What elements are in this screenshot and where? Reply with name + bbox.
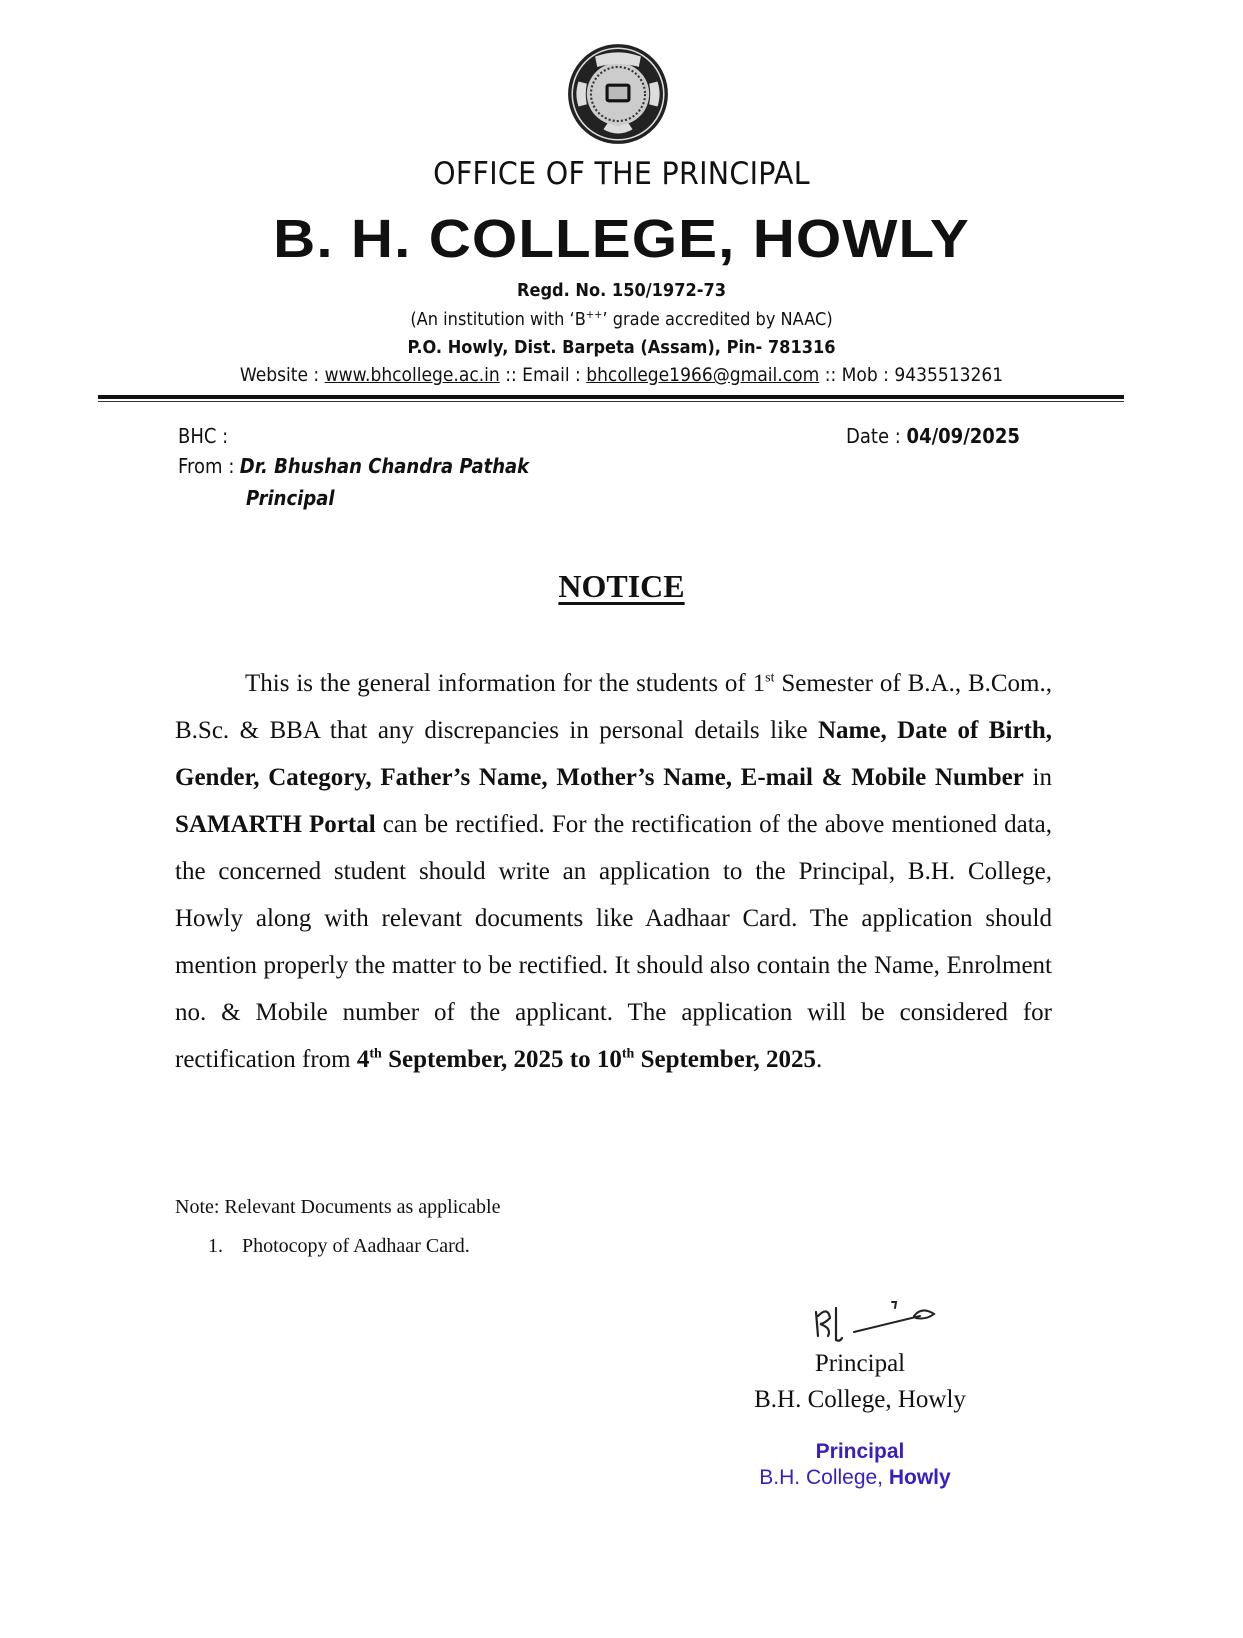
note-label: Note: Relevant Documents as applicable: [175, 1196, 501, 1218]
header-divider: [98, 395, 1124, 399]
date-line: [846, 424, 1020, 448]
naac-accreditation: [62, 308, 1181, 330]
text-run: .: [816, 1046, 823, 1073]
office-heading: OFFICE OF THE PRINCIPAL: [433, 156, 810, 192]
stamp-title: Principal: [815, 1440, 905, 1463]
from-line: [178, 454, 529, 478]
signatory-org: B.H. College, Howly: [754, 1386, 966, 1413]
from-name: Dr. Bhushan Chandra Pathak: [239, 454, 530, 478]
stamp-org: [740, 1466, 970, 1490]
stamp-org-bold: Howly: [888, 1466, 951, 1489]
college-seal-icon: [566, 42, 670, 146]
header-divider-thin: [98, 401, 1124, 402]
naac-grade-sup: ++: [585, 308, 603, 321]
website-link[interactable]: www.bhcollege.ac.in: [324, 364, 500, 386]
text-run: Semester of B.A., B.Com., B.Sc. & BBA that any discrepancies in personal details like: [175, 670, 1052, 744]
from-title: Principal: [246, 486, 335, 510]
mobile-number: 9435513261: [894, 364, 1004, 386]
signature-icon: [810, 1298, 950, 1348]
date-value: 04/09/2025: [906, 424, 1020, 448]
date-range-text: September, 2025 to 10: [381, 1046, 622, 1073]
bold-fields: Name, Date of Birth, Gender, Category, Father’s Name, Mother’s Name, E-mail & Mobile Number: [175, 717, 1052, 791]
registration-number: Regd. No. 150/1972-73: [516, 280, 727, 301]
signatory-title: Principal: [814, 1350, 906, 1377]
list-number: 1.: [208, 1235, 223, 1257]
email-link[interactable]: bhcollege1966@gmail.com: [586, 364, 820, 386]
start-day: 4: [356, 1046, 370, 1073]
college-address: P.O. Howly, Dist. Barpeta (Assam), Pin- 781316: [407, 337, 836, 358]
portal-name: SAMARTH Portal: [175, 811, 376, 838]
stamp-org-prefix: B.H. College,: [759, 1466, 889, 1489]
reference-label: BHC :: [178, 424, 229, 448]
from-label: From :: [178, 454, 235, 478]
text-run: can be rectified. For the rectification of the above mentioned data, the concerned student should write an application to the Principal, B.H. College, Howly along with relevant documents like Aadhaar Card. The application should mention properly the matter to be rectified. It should also contain the Name, Enrolment no. & Mobile number of the applicant. The application will be considered for rectification from: [175, 811, 1052, 1073]
email-label: :: Email :: [499, 364, 587, 386]
notice-paragraph: [175, 660, 1052, 1083]
notice-heading: NOTICE: [558, 568, 685, 604]
date-range: [357, 1046, 816, 1073]
ordinal-sup: th: [369, 1046, 382, 1062]
text-run: This is the general information for the students of 1: [245, 670, 766, 697]
contact-line: [62, 364, 1181, 386]
note-list-item: [208, 1235, 470, 1258]
end-date: September, 2025: [634, 1046, 817, 1073]
notice-body: [175, 660, 1052, 1083]
website-label: Website :: [239, 364, 325, 386]
naac-prefix: (An institution with ‘B: [410, 309, 586, 330]
ordinal-sup: st: [765, 670, 775, 686]
date-label: Date :: [846, 424, 907, 448]
naac-suffix: ’ grade accredited by NAAC): [602, 309, 833, 330]
college-name: B. H. COLLEGE, HOWLY: [273, 209, 970, 269]
list-item-text: Photocopy of Aadhaar Card.: [242, 1235, 470, 1257]
ordinal-sup: th: [621, 1046, 635, 1062]
text-run: in: [1023, 764, 1052, 791]
mobile-label: :: Mob :: [819, 364, 895, 386]
